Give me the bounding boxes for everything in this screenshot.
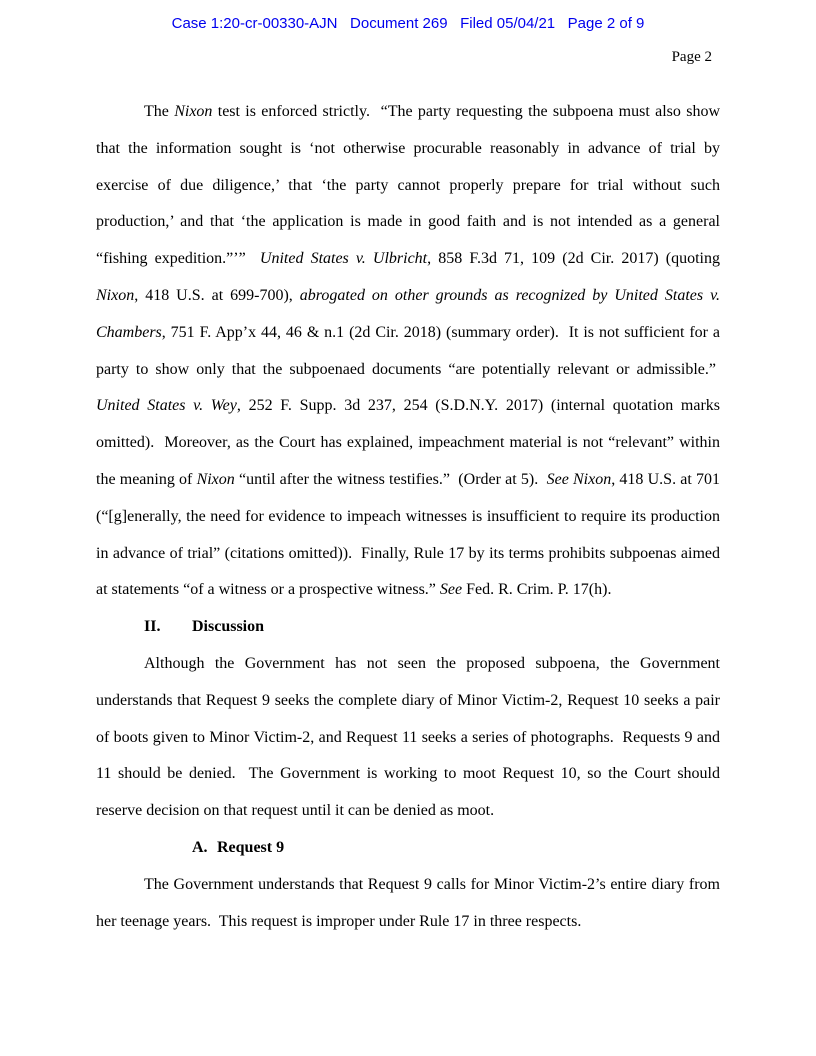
document-body <box>96 94 720 940</box>
italic-text-run: Nixon <box>196 470 235 488</box>
text-run: test is enforced strictly. “The party requesting the subpoena must also show that the information sought is ‘not otherwise procurable reasonably in advance of trial by exercise of due diligence,’ that ‘the party cannot properly prepare for trial without such production,’ and that ‘the application is made in good faith and is not intended as a general “fishing expedition.”’” <box>96 103 720 268</box>
text-run: , 252 F. Supp. 3d 237, 254 (S.D.N.Y. 2017) (internal quotation marks omitted). Moreover, as the Court has explained, impeachment material is not “relevant” within the meaning of <box>96 397 720 488</box>
paragraph <box>96 867 720 941</box>
text-run: The Government understands that Request 9 calls for Minor Victim-2’s entire diary from her teenage years. This request is improper under Rule 17 in three respects. <box>96 875 720 930</box>
section-heading <box>96 830 720 867</box>
case-stamp: Case 1:20-cr-00330-AJN Document 269 Filed 05/04/21 Page 2 of 9 <box>171 15 645 32</box>
text-run: , 858 F.3d 71, 109 (2d Cir. 2017) (quoting <box>427 250 720 268</box>
text-run: , 751 F. App’x 44, 46 & n.1 (2d Cir. 2018) (summary order). It is not sufficient for a party to show only that the subpoenaed documents “are potentially relevant or admissible.” <box>96 323 720 378</box>
text-run: “until after the witness testifies.” (Order at 5). <box>234 470 547 488</box>
italic-text-run: United States v. Ulbricht <box>259 250 428 268</box>
paragraph <box>96 94 720 609</box>
italic-text-run: Nixon <box>174 103 213 120</box>
section-heading <box>96 609 720 646</box>
text-run: The <box>144 103 175 120</box>
heading-number: A. <box>192 838 208 856</box>
italic-text-run: See <box>439 581 463 599</box>
text-run: Although the Government has not seen the proposed subpoena, the Government understands that Request 9 seeks the complete diary of Minor Victim-2, Request 10 seeks a pair of boots given to Minor Victim-2, and Request 11 seeks a series of photographs. Requests 9 and 11 should be denied. The Government is working to moot Request 10, so the Court should reserve decision on that request until it can be denied as moot. <box>96 654 720 820</box>
italic-text-run: abrogated on other grounds as recognized by United States v. Chambers <box>96 286 720 341</box>
text-run: , 418 U.S. at 699-700), <box>134 286 300 304</box>
text-run: , 418 U.S. at 701 (“[g]enerally, the need for evidence to impeach witnesses is insufficient to require its production in advance of trial” (citations omitted)). Finally, Rule 17 by its terms prohibits subpoenas aimed at statements “of a witness or a prospective witness.” <box>96 470 721 599</box>
italic-text-run: See Nixon <box>546 470 612 488</box>
heading-number: II. <box>144 618 161 636</box>
paragraph <box>96 646 720 830</box>
heading-label: Request 9 <box>217 838 285 856</box>
text-run: Fed. R. Crim. P. 17(h). <box>462 581 612 599</box>
italic-text-run: Nixon <box>96 286 135 304</box>
italic-text-run: United States v. Wey <box>96 397 237 415</box>
page-number: Page 2 <box>671 49 712 65</box>
heading-label: Discussion <box>192 618 265 636</box>
